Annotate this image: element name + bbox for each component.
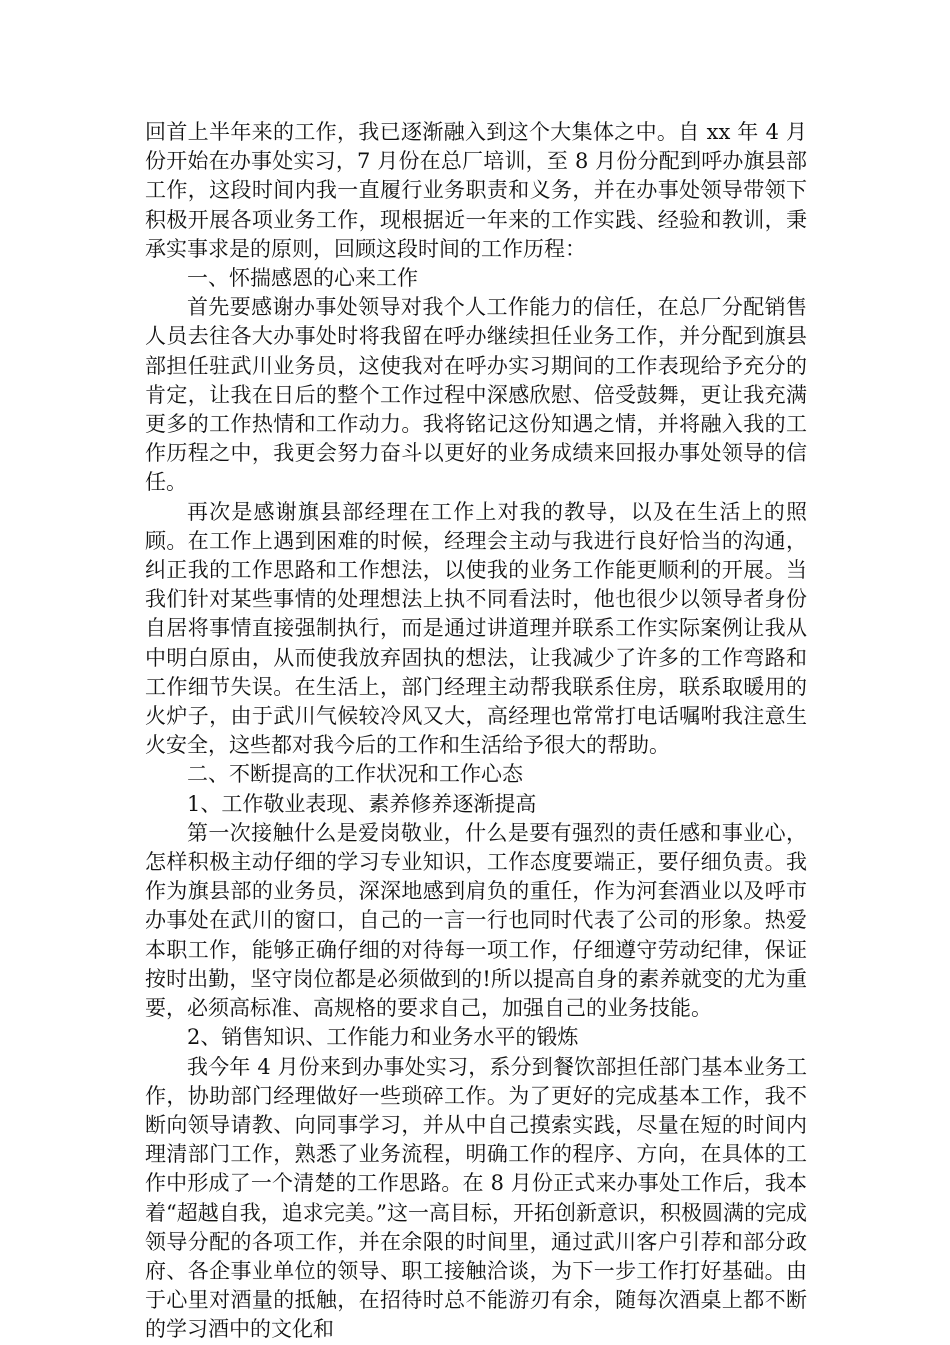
section-heading-1: 一、怀揣感恩的心来工作 (187, 266, 418, 291)
document-body (145, 118, 807, 1345)
body-paragraph: 第一次接触什么是爱岗敬业，什么是要有强烈的责任感和事业心，怎样积极主动仔细的学习专业知识，工作态度要端正，要仔细负责。我作为旗县部的业务员，深深地感到肩负的重任，作为河套酒业以及呼市办事处在武川的窗口，自己的一言一行也同时代表了公司的形象。热爱本职工作，能够正确仔细的对待每一项工作，仔细遵守劳动纪律，保证按时出勤，坚守岗位都是必须做到的!所以提高自身的素养就变的尤为重要，必须高标准、高规格的要求自己，加强自己的业务技能。 (145, 820, 807, 1021)
section-heading-2: 二、不断提高的工作状况和工作心态 (187, 762, 523, 787)
subsection-heading-1: 1、工作敬业表现、素养修养逐渐提高 (187, 791, 537, 816)
body-paragraph: 再次是感谢旗县部经理在工作上对我的教导，以及在生活上的照顾。在工作上遇到困难的时候，经理会主动与我进行良好恰当的沟通，纠正我的工作思路和工作想法，以使我的业务工作能更顺利的开展。当我们针对某些事情的处理想法上执不同看法时，他也很少以领导者身份自居将事情直接强制执行，而是通过讲道理并联系工作实际案例让我从中明白原由，从而使我放弃固执的想法，让我减少了许多的工作弯路和工作细节失误。在生活上，部门经理主动帮我联系住房，联系取暖用的火炉子，由于武川气候较冷风又大，高经理也常常打电话嘱咐我注意生火安全，这些都对我今后的工作和生活给予很大的帮助。 (145, 499, 807, 758)
body-paragraph: 我今年 4 月份来到办事处实习，系分到餐饮部担任部门基本业务工作，协助部门经理做好一些琐碎工作。为了更好的完成基本工作，我不断向领导请教、向同事学习，并从中自己摸索实践，尽量在短的时间内理清部门工作，熟悉了业务流程，明确工作的程序、方向，在具体的工作中形成了一个清楚的工作思路。在 8 月份正式来办事处工作后，我本着“超越自我，追求完美。”这一高目标，开拓创新意识，积极圆满的完成领导分配的各项工作，并在余限的时间里，通过武川客户引荐和部分政府、各企事业单位的领导、职工接触洽谈，为下一步工作打好基础。由于心里对酒量的抵触，在招待时总不能游刃有余，随每次酒桌上都不断的学习酒中的文化和 (145, 1054, 807, 1342)
body-paragraph: 首先要感谢办事处领导对我个人工作能力的信任，在总厂分配销售人员去往各大办事处时将我留在呼办继续担任业务工作，并分配到旗县部担任驻武川业务员，这使我对在呼办实习期间的工作表现给予充分的肯定，让我在日后的整个工作过程中深感欣慰、倍受鼓舞，更让我充满更多的工作热情和工作动力。我将铭记这份知遇之情，并将融入我的工作历程之中，我更会努力奋斗以更好的业务成绩来回报办事处领导的信任。 (145, 295, 807, 495)
subsection-heading-2: 2、销售知识、工作能力和业务水平的锻炼 (187, 1025, 579, 1050)
intro-paragraph: 回首上半年来的工作，我已逐渐融入到这个大集体之中。自 xx 年 4 月份开始在办事处实习，7 月份在总厂培训，至 8 月份分配到呼办旗县部工作，这段时间内我一直履行业务职责和义务，并在办事处领导带领下积极开展各项业务工作，现根据近一年来的工作实践、经验和教训，秉承实事求是的原则，回顾这段时间的工作历程： (145, 120, 807, 261)
